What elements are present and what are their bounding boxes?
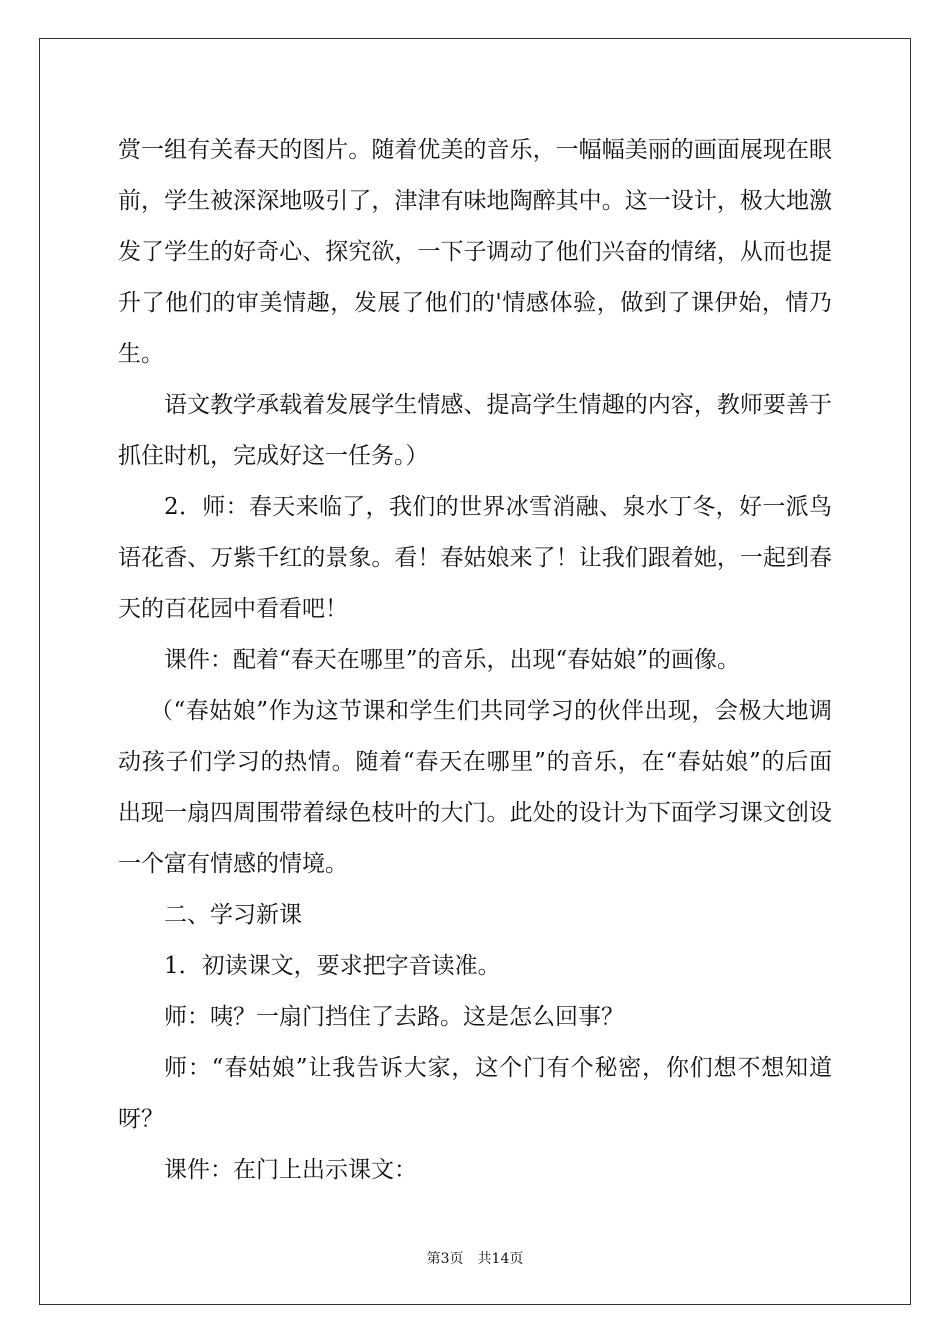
paragraph: 课件：配着“春天在哪里”的音乐，出现“春姑娘”的画像。 [164, 647, 741, 673]
page-number: 第3页 [426, 1251, 464, 1267]
paragraph: 2．师：春天来临了，我们的世界冰雪消融、泉水丁冬，好一派鸟语花香、万紫千红的景象。看！春姑娘来了！让我们跟着她，一起到春天的百花园中看看吧！ [118, 494, 832, 622]
paragraph: 语文教学承载着发展学生情感、提高学生情趣的内容，教师要善于抓住时机，完成好这一任务。） [118, 392, 832, 469]
paragraph: 师：“春姑娘”让我告诉大家，这个门有个秘密，你们想不想知道呀？ [118, 1055, 832, 1132]
total-pages: 共14页 [477, 1251, 524, 1267]
section-heading: 二、学习新课 [164, 902, 302, 928]
paragraph: 赏一组有关春天的图片。随着优美的音乐，一幅幅美丽的画面展现在眼前，学生被深深地吸引了，津津有味地陶醉其中。这一设计，极大地激发了学生的好奇心、探究欲，一下子调动了他们兴奋的情绪，从而也提升了他们的审美情趣，发展了他们的'情感体验，做到了课伊始，情乃生。 [118, 137, 832, 367]
page-footer [0, 1248, 950, 1268]
paragraph: 课件：在门上出示课文： [164, 1157, 417, 1183]
paragraph: （“春姑娘”作为这节课和学生们共同学习的伙伴出现，会极大地调动孩子们学习的热情。随着“春天在哪里”的音乐，在“春姑娘”的后面出现一扇四周围带着绿色枝叶的大门。此处的设计为下面学习课文创设一个富有情感的情境。 [118, 698, 832, 877]
paragraph: 师：咦？一扇门挡住了去路。这是怎么回事？ [164, 1004, 624, 1030]
paragraph: 1．初读课文，要求把字音读准。 [164, 953, 501, 979]
document-body [118, 125, 832, 1196]
